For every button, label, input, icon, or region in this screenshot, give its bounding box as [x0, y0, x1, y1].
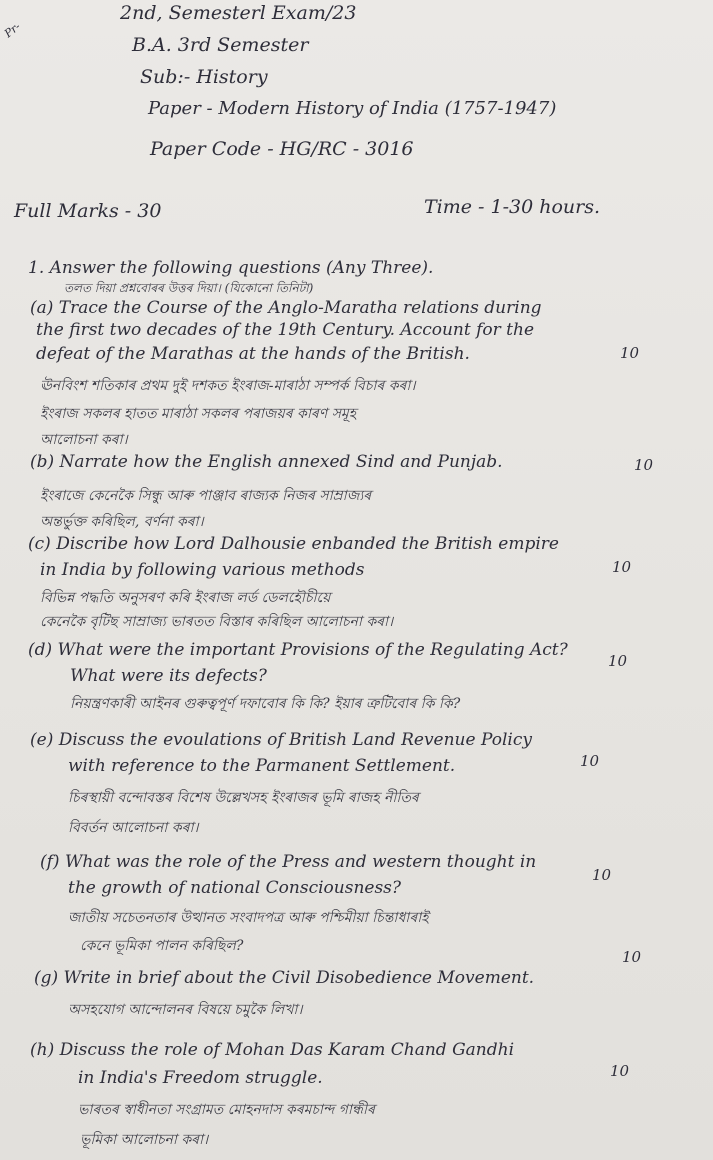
question-line: the first two decades of the 19th Century. Account for the [36, 320, 535, 340]
question-marks: 10 [612, 558, 632, 576]
question-bengali: কেনেকৈ বৃটিছ সাম্ৰাজ্য ভাৰতত বিস্তাৰ কৰিছিল আলোচনা কৰা। [40, 614, 394, 630]
question-line: (h) Discuss the role of Mohan Das Karam Chand Gandhi [30, 1040, 515, 1060]
question-bengali: বিবৰ্তন আলোচনা কৰা। [68, 820, 199, 836]
question-line: in India's Freedom struggle. [78, 1068, 323, 1088]
paper-code: Paper Code - HG/RC - 3016 [150, 138, 414, 160]
question-line: (g) Write in brief about the Civil Disobedience Movement. [34, 968, 535, 988]
question-bengali: ইংৰাজে কেনেকৈ সিন্ধু আৰু পাঞ্জাব ৰাজ্যক নিজৰ সাম্ৰাজ্যৰ [40, 488, 372, 504]
question-bengali: ভূমিকা আলোচনা কৰা। [80, 1132, 209, 1148]
course-name: B.A. 3rd Semester [132, 34, 309, 56]
question-line: in India by following various methods [40, 560, 365, 580]
question-bengali: জাতীয় সচেতনতাৰ উত্থানত সংবাদপত্ৰ আৰু পশ্চিমীয়া চিন্তাধাৰাই [68, 910, 429, 926]
question-bengali: ঊনবিংশ শতিকাৰ প্ৰথম দুই দশকত ইংৰাজ-মাৰাঠা সম্পৰ্ক বিচাৰ কৰা। [40, 378, 416, 394]
question-line: the growth of national Consciousness? [68, 878, 402, 898]
question-line: (b) Narrate how the English annexed Sind and Punjab. [30, 452, 503, 472]
question-line: What were its defects? [70, 666, 267, 686]
question-marks: 10 [620, 344, 640, 362]
question-line: with reference to the Parmanent Settlement. [68, 756, 456, 776]
time-allowed: Time - 1-30 hours. [424, 196, 601, 218]
question-bengali: বিভিন্ন পদ্ধতি অনুসৰণ কৰি ইংৰাজ লৰ্ড ডেলহৌচীয়ে [40, 590, 331, 606]
question-line: (d) What were the important Provisions of the Regulating Act? [28, 640, 568, 660]
instruction-bengali: তলত দিয়া প্ৰশ্নবোৰৰ উত্তৰ দিয়া। (যিকোনো তিনিটা) [64, 281, 314, 295]
question-line: defeat of the Marathas at the hands of the British. [36, 344, 470, 364]
question-bengali: চিৰস্থায়ী বন্দোবস্তৰ বিশেষ উল্লেখসহ ইংৰাজৰ ভূমি ৰাজহ নীতিৰ [68, 790, 419, 806]
paper-title: Paper - Modern History of India (1757-1947) [148, 98, 557, 119]
question-line: (c) Discribe how Lord Dalhousie enbanded the British empire [28, 534, 559, 554]
question-line: (a) Trace the Course of the Anglo-Maratha relations during [30, 298, 542, 318]
question-bengali: ভাৰতৰ স্বাধীনতা সংগ্ৰামত মোহনদাস কৰমচান্দ গান্ধীৰ [78, 1102, 375, 1118]
question-marks: 10 [580, 752, 600, 770]
question-marks: 10 [622, 948, 642, 966]
subject-name: Sub:- History [140, 66, 268, 88]
question-bengali: অসহযোগ আন্দোলনৰ বিষয়ে চমুকৈ লিখা। [68, 1002, 303, 1018]
question-marks: 10 [610, 1062, 630, 1080]
corner-note: Pr- [2, 19, 23, 41]
question-bengali: কেনে ভূমিকা পালন কৰিছিল? [80, 938, 244, 954]
question-line: (f) What was the role of the Press and western thought in [40, 852, 537, 872]
question-line: (e) Discuss the evoulations of British Land Revenue Policy [30, 730, 532, 750]
exam-title: 2nd, Semesterl Exam/23 [120, 2, 357, 24]
full-marks: Full Marks - 30 [14, 200, 162, 222]
question-bengali: নিয়ন্ত্ৰণকাৰী আইনৰ গুৰুত্বপূৰ্ণ দফাবোৰ কি কি? ইয়াৰ ত্ৰুটিবোৰ কি কি? [70, 696, 461, 712]
question-marks: 10 [634, 456, 654, 474]
instruction-english: 1. Answer the following questions (Any Three). [28, 258, 434, 278]
question-bengali: ইংৰাজ সকলৰ হাতত মাৰাঠা সকলৰ পৰাজয়ৰ কাৰণ সমূহ [40, 406, 357, 422]
question-marks: 10 [592, 866, 612, 884]
question-bengali: অন্তৰ্ভুক্ত কৰিছিল, বৰ্ণনা কৰা। [40, 514, 204, 530]
question-bengali: আলোচনা কৰা। [40, 432, 128, 448]
question-marks: 10 [608, 652, 628, 670]
